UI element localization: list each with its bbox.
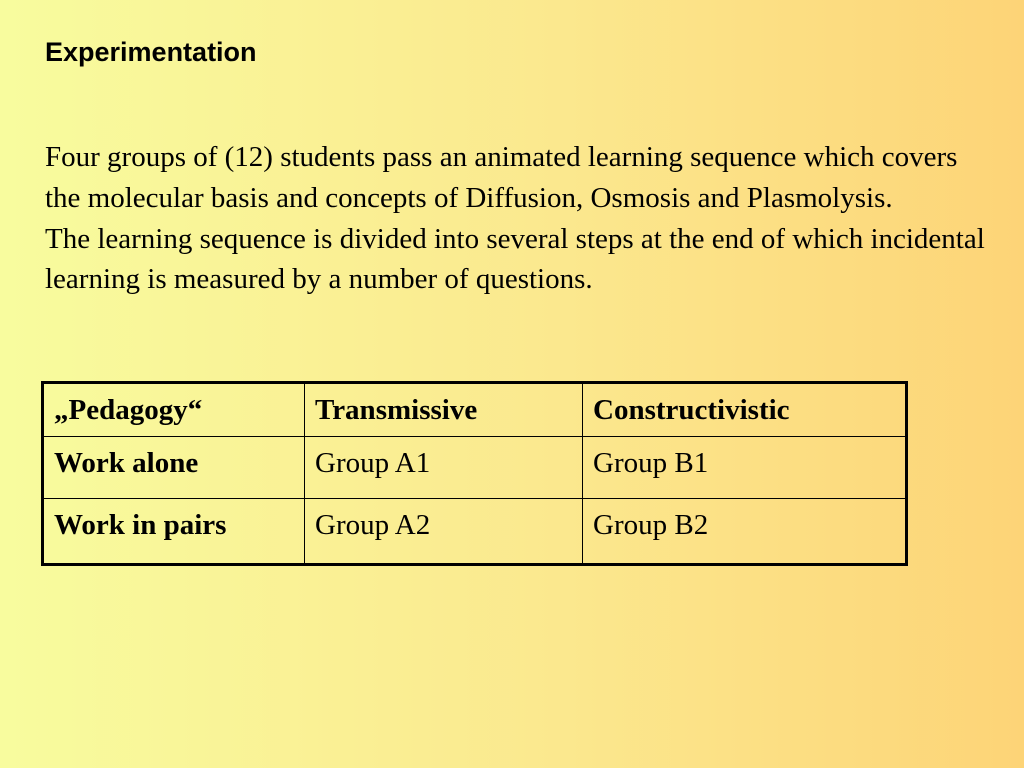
cell-group-b1: Group B1 [583, 437, 907, 499]
table-header-row [43, 383, 907, 437]
groups-table [41, 381, 908, 566]
header-pedagogy: „Pedagogy“ [43, 383, 305, 437]
header-transmissive: Transmissive [305, 383, 583, 437]
header-constructivistic: Constructivistic [583, 383, 907, 437]
paragraph-intro: Four groups of (12) students pass an animated learning sequence which covers the molecular basis and concepts of Diffusion, Osmosis and Plasmolysis. [45, 141, 958, 214]
row-label-work-in-pairs: Work in pairs [43, 499, 305, 565]
cell-group-a1: Group A1 [305, 437, 583, 499]
table-row [43, 437, 907, 499]
slide-title: Experimentation [45, 37, 257, 67]
slide-body [45, 137, 995, 300]
table-row [43, 499, 907, 565]
cell-group-b2: Group B2 [583, 499, 907, 565]
cell-group-a2: Group A2 [305, 499, 583, 565]
row-label-work-alone: Work alone [43, 437, 305, 499]
paragraph-sequence: The learning sequence is divided into several steps at the end of which incidental learning is measured by a number of questions. [45, 222, 985, 296]
